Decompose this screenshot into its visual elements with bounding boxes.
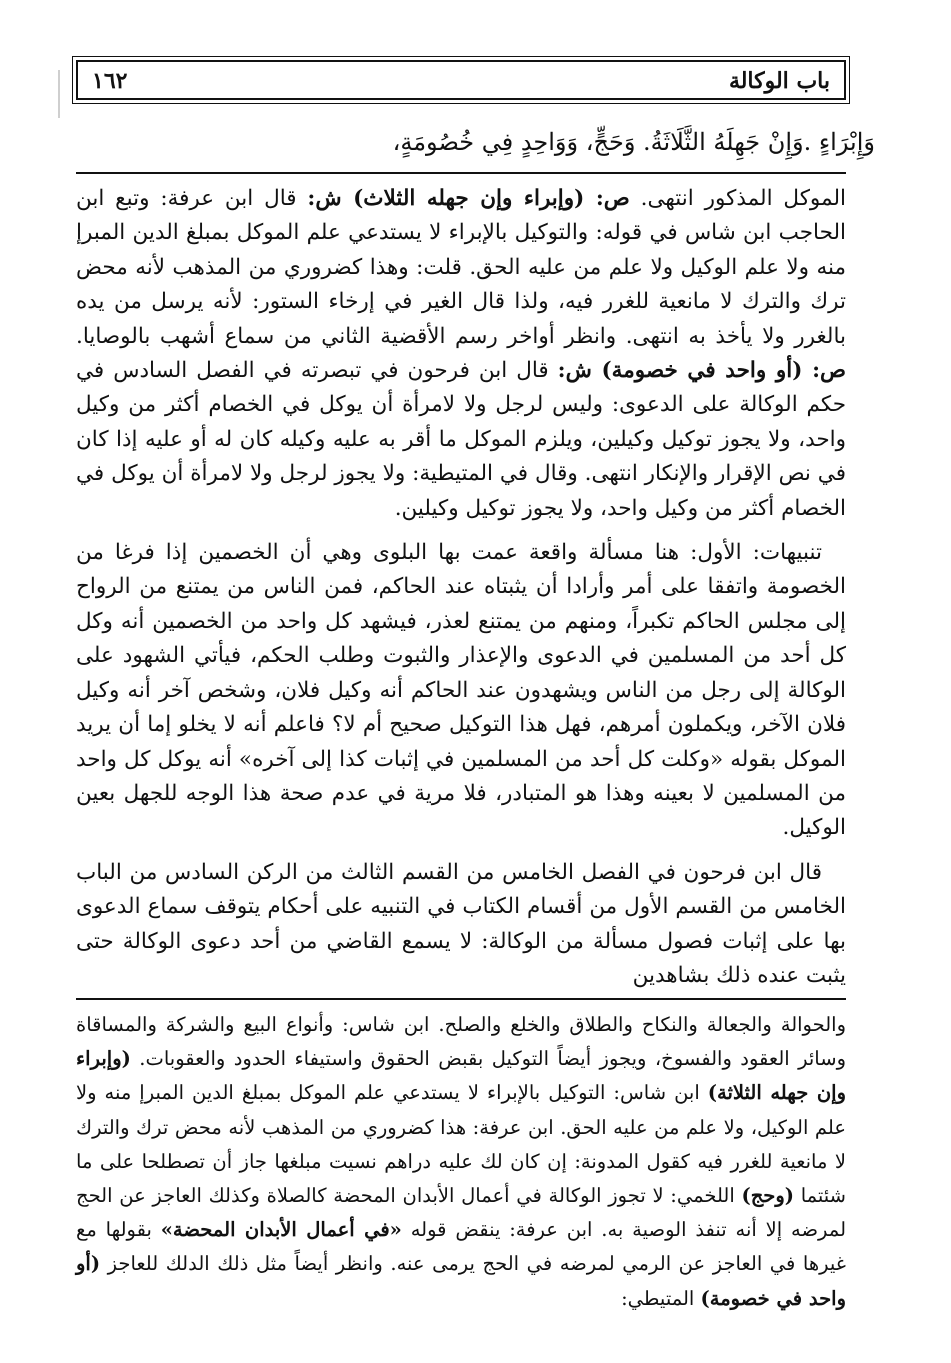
footnote-text: والحوالة والجعالة والنكاح والطلاق والخلع والصلح. ابن شاس: وأنواع البيع والشركة والمساقاة وسائر العقود والفسوخ، ويجوز أيضاً التوكيل بقبض الحقوق واستيفاء الحدود والعقوبات. bbox=[76, 1013, 846, 1071]
commentary-text: الموكل المذكور انتهى. bbox=[640, 186, 846, 211]
footnote-bold-lemma: (وحج) bbox=[741, 1184, 794, 1208]
commentary-text: قال ابن عرفة: وتبع ابن الحاجب ابن شاس في قوله: والتوكيل بالإبراء لا يستدعي علم الموكل بمبلغ الدين المبرإ منه ولا علم الوكيل ولا علم من عليه الحق. قلت: وهذا كضروري من المذهب لأنه محض ترك والترك لا مانعية للغرر فيه، ولذا قال الغير في إرخاء الستور: لأنه يرسل من يده بالغرر ولا يأخذ به انتهى. وانظر أواخر رسم الأقضية الثاني من سماع أشهب بالوصايا. bbox=[76, 186, 846, 349]
commentary-text: قال ابن فرحون في تبصرته في الفصل السادس في حكم الوكالة على الدعوى: وليس لرجل ولا لامرأة أن يوكل في الخصام أكثر من وكيل واحد، ولا يجوز توكيل وكيلين، ويلزم الموكل ما أقر به عليه وكيله كان له أو عليه إذا كان في نص الإقرار والإنكار انتهى. وقال في المتيطية: ولا يجوز لرجل ولا لامرأة أن يوكل في الخصام أكثر من وكيل واحد، ولا يجوز توكيل وكيلين. bbox=[76, 358, 846, 521]
footnote-divider bbox=[76, 998, 846, 1000]
chapter-title: باب الوكالة bbox=[728, 68, 830, 94]
page-number: ١٦٢ bbox=[92, 68, 128, 94]
commentary-paragraph-2: تنبيهات: الأول: هنا مسألة واقعة عمت بها البلوى وهي أن الخصمين إذا فرغا من الخصومة واتفقا على أمر وأرادا أن يثبتاه عند الحاكم، فمن الناس من يمتنع من الرواح إلى مجلس الحاكم تكبراً، ومنهم من يمتنع لعذر، فيشهد كل واحد من الخصمين أنه وكل كل أحد من المسلمين في الدعوى والإعذار والثبوت وطلب الحكم، فيأتي الشهود على الوكالة إلى رجل من الناس ويشهدون عند الحاكم أنه وكيل فلان، وشخص آخر أنه وكيل فلان الآخر، ويكملون أمرهم، فهل هذا التوكيل صحيح أم لا؟ فاعلم أنه لا يخلو إما أن يريد الموكل بقوله «وكلت كل أحد من المسلمين في إثبات كذا إلى آخره» أنه يوكل كل واحد من المسلمين لا بعينه وهذا هو المتبادر، فلا مرية في عدم صحة هذا الوجه للجهل بعين الوكيل. bbox=[76, 540, 846, 841]
matn-text: وَإِبْرَاءٍ .وَإِنْ جَهِلَهُ الثَّلَاثَةُ. وَحَجٍّ، وَوَاحِدٍ فِي خُصُومَةٍ، bbox=[392, 128, 875, 156]
commentary-block bbox=[76, 182, 846, 993]
footnote-paragraph bbox=[76, 1008, 846, 1316]
commentary-paragraph-1 bbox=[76, 182, 846, 526]
footnote-bold-lemma: (أو واحد في خصومة) bbox=[76, 1252, 846, 1310]
top-divider bbox=[76, 172, 846, 174]
page-header bbox=[76, 60, 846, 100]
commentary-bold-lemma: ص: (وإبراء وإن جهله الثلاث) ش: bbox=[307, 186, 630, 211]
footnote-text: بقولها مع غيرها في العاجز عن الرمي لمرضه في الحج يرمى عنه. وانظر أيضاً مثل ذلك الدلك للعاجز bbox=[76, 1218, 846, 1276]
commentary-bold-lemma: ص: (أو واحد في خصومة) ش: bbox=[557, 358, 846, 384]
footnote-bold-lemma: (وإبراء وإن جهله الثلاثة) bbox=[76, 1047, 847, 1105]
footnote-text: المتيطي: bbox=[621, 1286, 695, 1310]
footnote-text: ابن شاس: التوكيل بالإبراء لا يستدعي علم الموكل بمبلغ الدين المبرإ منه ولا علم الوكيل، ولا علم من عليه الحق. ابن عرفة: هذا كضروري من المذهب لأنه محض ترك والترك لا مانعية للغرر فيه كقول المدونة: إن كان لك عليه دراهم نسيت مبلغها جاز أن تصطلحا على ما شئتما bbox=[76, 1081, 847, 1208]
scan-margin-mark bbox=[58, 70, 60, 118]
commentary-paragraph-3: قال ابن فرحون في الفصل الخامس من القسم الثالث من الركن السادس من الباب الخامس من القسم الأول من أقسام الكتاب في التنبيه على أحكام يتوقف سماع الدعوى بها على إثبات فصول مسألة من الوكالة: لا يسمع القاضي من أحد دعوى الوكالة حتى يثبت عنده ذلك بشاهدين bbox=[76, 859, 846, 988]
footnotes-block bbox=[76, 1008, 846, 1316]
footnote-bold-lemma: «في أعمال الأبدان المحضة» bbox=[160, 1218, 402, 1242]
footnote-text: اللخمي: لا تجوز الوكالة في أعمال الأبدان المحضة كالصلاة وكذلك العاجز عن الحج لمرضه إلا أنه تنفذ الوصية به. ابن عرفة: ينقض قوله bbox=[76, 1184, 847, 1242]
